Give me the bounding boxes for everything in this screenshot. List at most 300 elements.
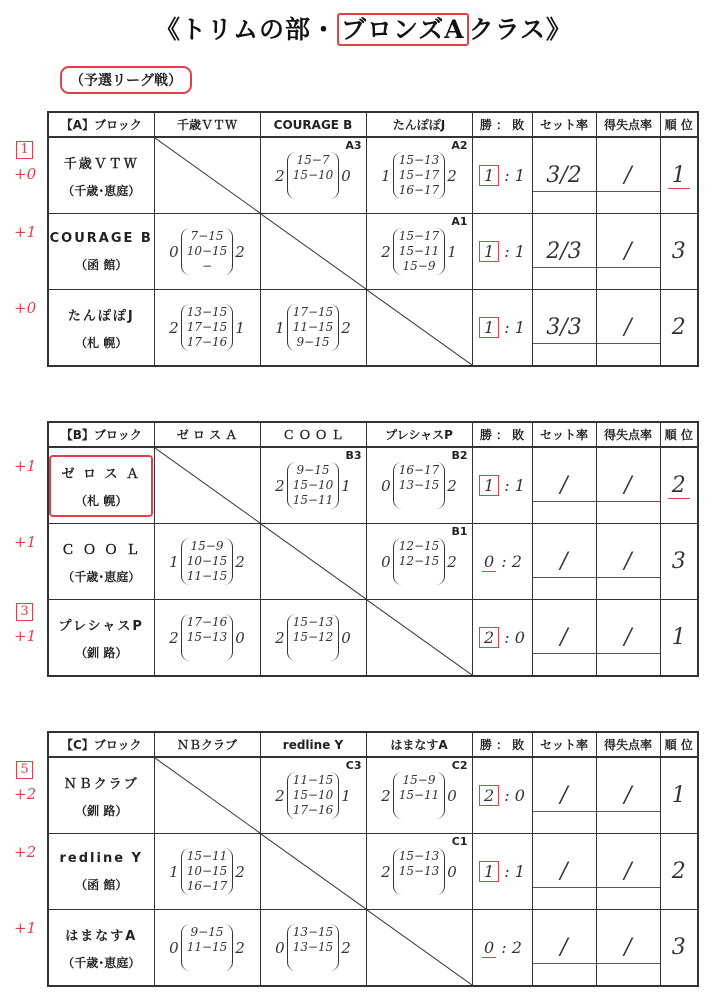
set-score: 13−15 <box>292 940 334 954</box>
set-rate-value: / <box>560 935 568 960</box>
block-label: 【C】ブロック <box>48 732 154 757</box>
match-cell <box>366 757 472 834</box>
set-rate-cell <box>532 910 596 987</box>
point-rate-cell <box>596 524 660 600</box>
match-id: C3 <box>345 759 362 772</box>
team-info <box>49 615 154 661</box>
cell-divider <box>597 887 660 888</box>
self-cell <box>260 214 366 290</box>
title-suffix: クラス》 <box>468 15 572 44</box>
wins: 1 <box>479 861 499 882</box>
set-score: 7−15 <box>190 229 224 243</box>
losses: 1 <box>514 862 525 881</box>
match-cell <box>154 290 260 367</box>
team-row <box>48 910 698 987</box>
column-team-head: はまなすA <box>366 732 472 757</box>
cell-divider <box>533 267 596 268</box>
margin-mark-box <box>16 601 33 621</box>
self-cell <box>366 290 472 367</box>
set-score: 16−17 <box>186 879 228 893</box>
set-scores <box>181 924 234 971</box>
margin-mark-box <box>16 139 33 159</box>
cell-divider <box>533 811 596 812</box>
set-score: 9−15 <box>190 925 224 939</box>
point-rate-head: 得失点率 <box>596 732 660 757</box>
sets-won: 2 <box>275 786 285 805</box>
margin-note: +1 <box>14 919 37 937</box>
match-cell <box>260 290 366 367</box>
set-rate-value: 2/3 <box>546 239 582 264</box>
team-name: redline Y <box>59 850 143 866</box>
set-scores <box>181 228 234 275</box>
rank-head: 順 位 <box>660 112 698 137</box>
set-score: 15−17 <box>398 168 440 182</box>
set-rate-cell <box>532 600 596 677</box>
match-id: B3 <box>345 449 362 462</box>
sets-won: 1 <box>169 862 179 881</box>
set-scores <box>287 462 340 509</box>
team-name: ゼ ロ ス Ａ <box>61 466 142 482</box>
self-cell <box>154 137 260 214</box>
set-score: 15−10 <box>292 788 334 802</box>
win-loss-head: 勝 ： 敗 <box>472 732 532 757</box>
wins: 2 <box>479 627 499 648</box>
self-cell <box>260 524 366 600</box>
rank-value: 2 <box>668 473 690 499</box>
cell-divider <box>597 501 660 502</box>
margin-note: +2 <box>14 785 37 803</box>
set-score: 9−15 <box>296 463 330 477</box>
team-row <box>48 757 698 834</box>
team-info <box>49 925 154 971</box>
rank-cell <box>660 524 698 600</box>
match-id: B2 <box>451 449 468 462</box>
match-cell <box>154 214 260 290</box>
set-rate-head: セット率 <box>532 422 596 447</box>
match-cell <box>366 137 472 214</box>
team-cell <box>48 910 154 987</box>
set-score: 15−11 <box>398 788 440 802</box>
team-cell <box>48 214 154 290</box>
sets-won: 0 <box>275 938 285 957</box>
self-cell <box>154 447 260 524</box>
set-score: 15−10 <box>292 478 334 492</box>
point-rate-value: / <box>624 935 632 960</box>
losses: 0 <box>514 628 525 647</box>
rank-value: 2 <box>671 859 686 884</box>
rank-value: 3 <box>671 239 686 264</box>
match-cell <box>366 447 472 524</box>
point-rate-value: / <box>624 315 632 340</box>
sets-won: 2 <box>381 862 391 881</box>
sets-lost: 2 <box>235 242 245 261</box>
set-rate-head: セット率 <box>532 112 596 137</box>
self-cell <box>366 910 472 987</box>
set-score: 10−15 <box>186 554 228 568</box>
diagonal-line <box>367 910 472 985</box>
margin-mark-box <box>16 759 33 779</box>
team-location: （函 館） <box>75 877 128 892</box>
set-scores <box>393 772 446 819</box>
column-team-head: プレシャスP <box>366 422 472 447</box>
team-location: （千歳･恵庭） <box>62 569 141 584</box>
match-id: B1 <box>451 525 468 538</box>
rank-value: 1 <box>671 625 686 650</box>
team-name: はまなすA <box>65 928 138 944</box>
title-class-name: ブロンズA <box>337 13 469 46</box>
set-scores <box>287 924 340 971</box>
sets-won: 2 <box>275 166 285 185</box>
margin-box-number: 1 <box>16 141 33 159</box>
set-scores <box>287 614 340 661</box>
sets-lost: 2 <box>447 476 457 495</box>
rank-cell <box>660 600 698 677</box>
set-rate-value: / <box>560 625 568 650</box>
sets-lost: 2 <box>447 552 457 571</box>
diagonal-line <box>261 834 366 909</box>
set-scores <box>393 228 446 275</box>
title-prefix: 《トリムの部・ <box>155 15 338 44</box>
win-loss-cell <box>472 600 532 677</box>
point-rate-cell <box>596 447 660 524</box>
league-subtitle: （予選リーグ戦） <box>60 66 192 94</box>
team-info <box>49 231 154 273</box>
set-score: 15−13 <box>292 615 334 629</box>
set-score: 17−15 <box>292 305 334 319</box>
set-score <box>399 879 440 894</box>
sets-lost: 2 <box>235 552 245 571</box>
match-cell <box>366 524 472 600</box>
set-scores <box>287 152 340 199</box>
set-score: 15−11 <box>292 493 334 507</box>
point-rate-value: / <box>624 783 632 808</box>
set-score: 12−15 <box>398 554 440 568</box>
point-rate-value: / <box>624 625 632 650</box>
set-scores <box>393 848 446 895</box>
wins: 0 <box>484 552 495 571</box>
team-cell <box>48 137 154 214</box>
set-rate-cell <box>532 137 596 214</box>
set-score <box>187 645 228 660</box>
set-score: 15−12 <box>292 630 334 644</box>
cell-divider <box>597 811 660 812</box>
point-rate-cell <box>596 910 660 987</box>
sets-lost: 1 <box>447 242 457 261</box>
set-score: 15−9 <box>190 539 224 553</box>
margin-note: +1 <box>14 627 37 645</box>
match-score <box>155 600 260 675</box>
point-rate-cell <box>596 600 660 677</box>
margin-note: +0 <box>14 299 37 317</box>
set-score: 15−9 <box>402 773 436 787</box>
match-id: A3 <box>345 139 362 152</box>
set-score: 11−15 <box>292 773 334 787</box>
diagonal-line <box>367 290 472 365</box>
set-rate-cell <box>532 757 596 834</box>
match-score <box>155 910 260 985</box>
self-cell <box>260 834 366 910</box>
win-loss-cell <box>472 834 532 910</box>
team-name: ＮＢクラブ <box>63 776 139 792</box>
margin-note: +1 <box>14 457 37 475</box>
sets-won: 1 <box>275 318 285 337</box>
set-score <box>293 645 334 660</box>
team-row <box>48 290 698 367</box>
set-score: 11−15 <box>186 940 228 954</box>
point-rate-cell <box>596 290 660 367</box>
block-a <box>47 111 699 367</box>
sets-won: 0 <box>381 476 391 495</box>
win-loss-head: 勝 ： 敗 <box>472 112 532 137</box>
sets-lost: 0 <box>235 628 245 647</box>
losses: 2 <box>511 938 522 957</box>
set-rate-cell <box>532 214 596 290</box>
block-label: 【B】ブロック <box>48 422 154 447</box>
rank-cell <box>660 834 698 910</box>
losses: 1 <box>514 242 525 261</box>
set-rate-cell <box>532 447 596 524</box>
set-rate-head: セット率 <box>532 732 596 757</box>
team-row <box>48 137 698 214</box>
team-row <box>48 834 698 910</box>
block-table <box>47 421 699 677</box>
sets-won: 0 <box>169 938 179 957</box>
sets-won: 0 <box>381 552 391 571</box>
margin-box-number: 3 <box>16 603 33 621</box>
diagonal-line <box>261 524 366 599</box>
set-scores <box>287 304 340 351</box>
set-rate-value: 3/3 <box>546 315 582 340</box>
win-loss-sep: : <box>499 628 515 647</box>
sets-lost: 1 <box>235 318 245 337</box>
sets-lost: 2 <box>235 938 245 957</box>
rank-head: 順 位 <box>660 732 698 757</box>
rank-value: 3 <box>671 549 686 574</box>
column-team-head: Ｃ Ｏ Ｏ Ｌ <box>260 422 366 447</box>
wins: 1 <box>479 317 499 338</box>
team-location: （函 館） <box>75 257 128 272</box>
team-cell <box>48 447 154 524</box>
team-location: （釧 路） <box>75 645 128 660</box>
cell-divider <box>597 577 660 578</box>
margin-note: +1 <box>14 533 37 551</box>
sets-lost: 1 <box>341 786 351 805</box>
team-cell <box>48 524 154 600</box>
set-rate-cell <box>532 834 596 910</box>
team-info <box>49 851 154 893</box>
cell-divider <box>533 577 596 578</box>
set-score: 15−17 <box>398 229 440 243</box>
set-score: 9−15 <box>296 335 330 349</box>
match-cell <box>260 757 366 834</box>
set-score <box>399 493 440 508</box>
rank-value: 2 <box>671 315 686 340</box>
diagonal-line <box>155 448 260 523</box>
point-rate-cell <box>596 834 660 910</box>
point-rate-value: / <box>624 473 632 498</box>
set-score <box>399 569 440 584</box>
set-score <box>293 955 334 970</box>
set-scores <box>393 538 446 585</box>
cell-divider <box>533 501 596 502</box>
team-location: （札 幌） <box>75 335 128 350</box>
set-score: 15−11 <box>398 244 440 258</box>
point-rate-cell <box>596 757 660 834</box>
column-team-head: redline Y <box>260 732 366 757</box>
set-score: 10−15 <box>186 864 228 878</box>
sets-lost: 2 <box>341 318 351 337</box>
team-name: Ｃ Ｏ Ｏ Ｌ <box>61 542 142 558</box>
win-loss-sep: : <box>499 318 515 337</box>
set-score: 13−15 <box>398 478 440 492</box>
win-loss-head: 勝 ： 敗 <box>472 422 532 447</box>
block-table <box>47 111 699 367</box>
losses: 1 <box>514 318 525 337</box>
diagonal-line <box>261 214 366 289</box>
set-score: 15−7 <box>296 153 330 167</box>
match-cell <box>260 137 366 214</box>
match-cell <box>154 600 260 677</box>
set-score: 13−15 <box>186 305 228 319</box>
win-loss-sep: : <box>499 242 515 261</box>
set-score: 15−13 <box>398 864 440 878</box>
rank-value: 1 <box>668 163 690 189</box>
set-score: 16−17 <box>398 183 440 197</box>
win-loss-sep: : <box>499 862 515 881</box>
win-loss-sep: : <box>496 938 512 957</box>
match-id: C2 <box>451 759 468 772</box>
page-title <box>0 10 727 46</box>
set-score: 12−15 <box>398 539 440 553</box>
set-rate-value: / <box>560 473 568 498</box>
column-team-head: COURAGE B <box>260 112 366 137</box>
losses: 2 <box>511 552 522 571</box>
win-loss-sep: : <box>496 552 512 571</box>
losses: 0 <box>514 786 525 805</box>
sets-lost: 2 <box>341 938 351 957</box>
diagonal-line <box>155 758 260 833</box>
set-score <box>293 183 334 198</box>
sets-lost: 2 <box>235 862 245 881</box>
win-loss-cell <box>472 214 532 290</box>
point-rate-head: 得失点率 <box>596 422 660 447</box>
set-score: 16−17 <box>398 463 440 477</box>
team-location: （釧 路） <box>75 803 128 818</box>
column-team-head: ゼ ロ ス Ａ <box>154 422 260 447</box>
set-score: 17−16 <box>292 803 334 817</box>
margin-note: +0 <box>14 165 37 183</box>
point-rate-value: / <box>624 239 632 264</box>
win-loss-cell <box>472 910 532 987</box>
team-cell <box>48 290 154 367</box>
match-cell <box>154 524 260 600</box>
sets-won: 2 <box>169 318 179 337</box>
point-rate-head: 得失点率 <box>596 112 660 137</box>
set-score: 17−15 <box>186 320 228 334</box>
match-cell <box>154 910 260 987</box>
set-score <box>399 803 440 818</box>
sets-lost: 0 <box>341 628 351 647</box>
match-cell <box>260 447 366 524</box>
margin-box-number: 5 <box>16 761 33 779</box>
header-row <box>48 422 698 447</box>
header-row <box>48 112 698 137</box>
rank-cell <box>660 137 698 214</box>
sets-won: 2 <box>381 786 391 805</box>
match-cell <box>260 910 366 987</box>
sets-lost: 0 <box>341 166 351 185</box>
team-location: （札 幌） <box>75 493 128 508</box>
block-c <box>47 731 699 987</box>
win-loss-sep: : <box>499 166 515 185</box>
match-score <box>155 834 260 909</box>
team-name: 千歳ＶＴＷ <box>63 156 139 172</box>
rank-value: 3 <box>671 935 686 960</box>
sets-won: 1 <box>169 552 179 571</box>
losses: 1 <box>514 476 525 495</box>
set-score: 15−13 <box>398 849 440 863</box>
cell-divider <box>597 343 660 344</box>
team-info <box>49 305 154 351</box>
cell-divider <box>533 963 596 964</box>
point-rate-value: / <box>624 859 632 884</box>
match-cell <box>366 214 472 290</box>
set-rate-cell <box>532 290 596 367</box>
wins: 2 <box>479 785 499 806</box>
rank-cell <box>660 757 698 834</box>
set-rate-value: / <box>560 549 568 574</box>
sets-won: 2 <box>169 628 179 647</box>
match-id: A2 <box>451 139 468 152</box>
win-loss-sep: : <box>499 786 515 805</box>
sets-lost: 2 <box>447 166 457 185</box>
match-score <box>261 910 366 985</box>
sets-won: 2 <box>275 476 285 495</box>
column-team-head: ＮＢクラブ <box>154 732 260 757</box>
team-row <box>48 214 698 290</box>
set-score: 15−10 <box>292 168 334 182</box>
cell-divider <box>597 963 660 964</box>
set-rate-value: / <box>560 859 568 884</box>
set-scores <box>181 614 234 661</box>
wins: 0 <box>484 938 495 957</box>
self-cell <box>366 600 472 677</box>
self-cell <box>154 757 260 834</box>
team-row <box>48 524 698 600</box>
losses: 1 <box>514 166 525 185</box>
set-score: 13−15 <box>292 925 334 939</box>
point-rate-value: / <box>624 163 632 188</box>
match-score <box>155 524 260 599</box>
sets-won: 0 <box>169 242 179 261</box>
cell-divider <box>533 653 596 654</box>
set-rate-value: / <box>560 783 568 808</box>
match-cell <box>154 834 260 910</box>
rank-cell <box>660 290 698 367</box>
block-table <box>47 731 699 987</box>
set-score: 17−16 <box>186 615 228 629</box>
match-score <box>261 290 366 365</box>
team-name: COURAGE B <box>49 230 153 246</box>
team-row <box>48 600 698 677</box>
team-info <box>49 539 154 585</box>
column-team-head: 千歳ＶＴＷ <box>154 112 260 137</box>
team-name: たんぽぽJ <box>67 308 135 324</box>
team-location: （千歳･恵庭） <box>62 183 141 198</box>
point-rate-cell <box>596 137 660 214</box>
win-loss-cell <box>472 524 532 600</box>
point-rate-cell <box>596 214 660 290</box>
